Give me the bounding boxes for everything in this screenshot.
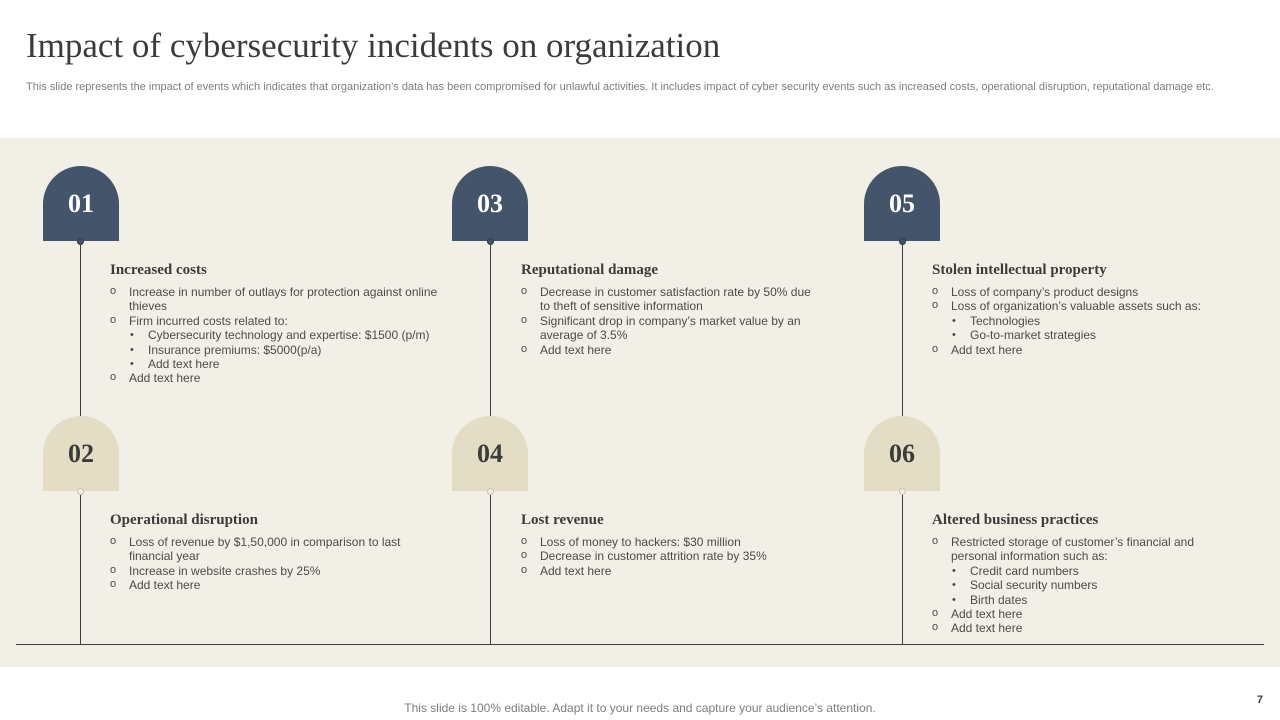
impact-bullet: o Add text here	[932, 343, 1232, 357]
badge-number: 05	[889, 188, 915, 218]
badge-number: 06	[889, 438, 915, 468]
connector-dot	[899, 238, 906, 245]
impact-sub-bullet: • Birth dates	[932, 593, 1222, 607]
impact-sub-bullet: • Add text here	[110, 357, 440, 371]
impact-bullet: o Decrease in customer satisfaction rate by 50% due to theft of sensitive information	[521, 285, 821, 314]
number-badge-03	[452, 166, 528, 241]
impact-bullet: o Add text here	[932, 621, 1222, 635]
impact-bullet: o Loss of company’s product designs	[932, 285, 1232, 299]
connector-dot	[77, 488, 84, 495]
impact-bullet: o Add text here	[110, 578, 440, 592]
impact-block-increased-costs	[110, 262, 440, 386]
badge-number: 03	[477, 188, 503, 218]
impact-bullet: o Loss of revenue by $1,50,000 in comparison to last financial year	[110, 535, 440, 564]
impact-block-reputational-damage	[521, 262, 821, 357]
timeline-connector	[490, 241, 491, 417]
impact-sub-bullet: • Cybersecurity technology and expertise: $1500 (p/m)	[110, 328, 440, 342]
timeline-connector	[80, 491, 81, 644]
number-badge-01	[43, 166, 119, 241]
page-number: 7	[1256, 694, 1263, 706]
impact-bullet: o Add text here	[110, 371, 440, 385]
impact-bullet: o Add text here	[521, 564, 821, 578]
impact-heading: Increased costs	[110, 262, 207, 278]
badge-number: 02	[68, 438, 94, 468]
number-badge-02	[43, 416, 119, 491]
page-subtitle: This slide represents the impact of events which indicates that organization’s data has been compromised for unlawful activities. It includes impact of cyber security events such as increased costs, operational disruption, reputational damage etc.	[26, 81, 1214, 93]
impact-bullet: o Loss of organization’s valuable assets such as:	[932, 299, 1232, 313]
connector-dot	[487, 488, 494, 495]
footer-note: This slide is 100% editable. Adapt it to your needs and capture your audience’s attention.	[404, 701, 876, 715]
impact-block-altered-practices	[932, 512, 1222, 636]
number-badge-04	[452, 416, 528, 491]
impact-sub-bullet: • Credit card numbers	[932, 564, 1222, 578]
impact-sub-bullet: • Social security numbers	[932, 578, 1222, 592]
impact-sub-bullet: • Technologies	[932, 314, 1232, 328]
timeline-connector	[902, 241, 903, 417]
badge-number: 01	[68, 188, 94, 218]
impact-sub-bullet: • Insurance premiums: $5000(p/a)	[110, 343, 440, 357]
number-badge-06	[864, 416, 940, 491]
timeline-connector	[490, 491, 491, 644]
impact-bullet: o Significant drop in company’s market value by an average of 3.5%	[521, 314, 821, 343]
number-badge-05	[864, 166, 940, 241]
timeline-baseline	[16, 644, 1264, 645]
impact-bullet: o Increase in number of outlays for protection against online thieves	[110, 285, 440, 314]
impact-heading: Stolen intellectual property	[932, 262, 1107, 278]
impact-bullet: o Restricted storage of customer’s financial and personal information such as:	[932, 535, 1222, 564]
timeline-connector	[80, 241, 81, 417]
impact-bullet: o Increase in website crashes by 25%	[110, 564, 440, 578]
impact-bullet: o Add text here	[932, 607, 1222, 621]
impact-bullet: o Decrease in customer attrition rate by 35%	[521, 549, 821, 563]
impact-heading: Operational disruption	[110, 512, 258, 528]
page-title: Impact of cybersecurity incidents on organization	[26, 26, 721, 65]
badge-number: 04	[477, 438, 503, 468]
impact-heading: Reputational damage	[521, 262, 659, 278]
connector-dot	[77, 238, 84, 245]
impact-heading: Altered business practices	[932, 512, 1099, 528]
connector-dot	[899, 488, 906, 495]
impact-bullet: o Add text here	[521, 343, 821, 357]
impact-bullet: o Loss of money to hackers: $30 million	[521, 535, 821, 549]
impact-bullet: o Firm incurred costs related to:	[110, 314, 440, 328]
impact-block-stolen-ip	[932, 262, 1232, 357]
impact-sub-bullet: • Go-to-market strategies	[932, 328, 1232, 342]
impact-block-lost-revenue	[521, 512, 821, 578]
timeline-connector	[902, 491, 903, 644]
connector-dot	[487, 238, 494, 245]
impact-heading: Lost revenue	[521, 512, 604, 528]
impact-block-operational-disruption	[110, 512, 440, 593]
